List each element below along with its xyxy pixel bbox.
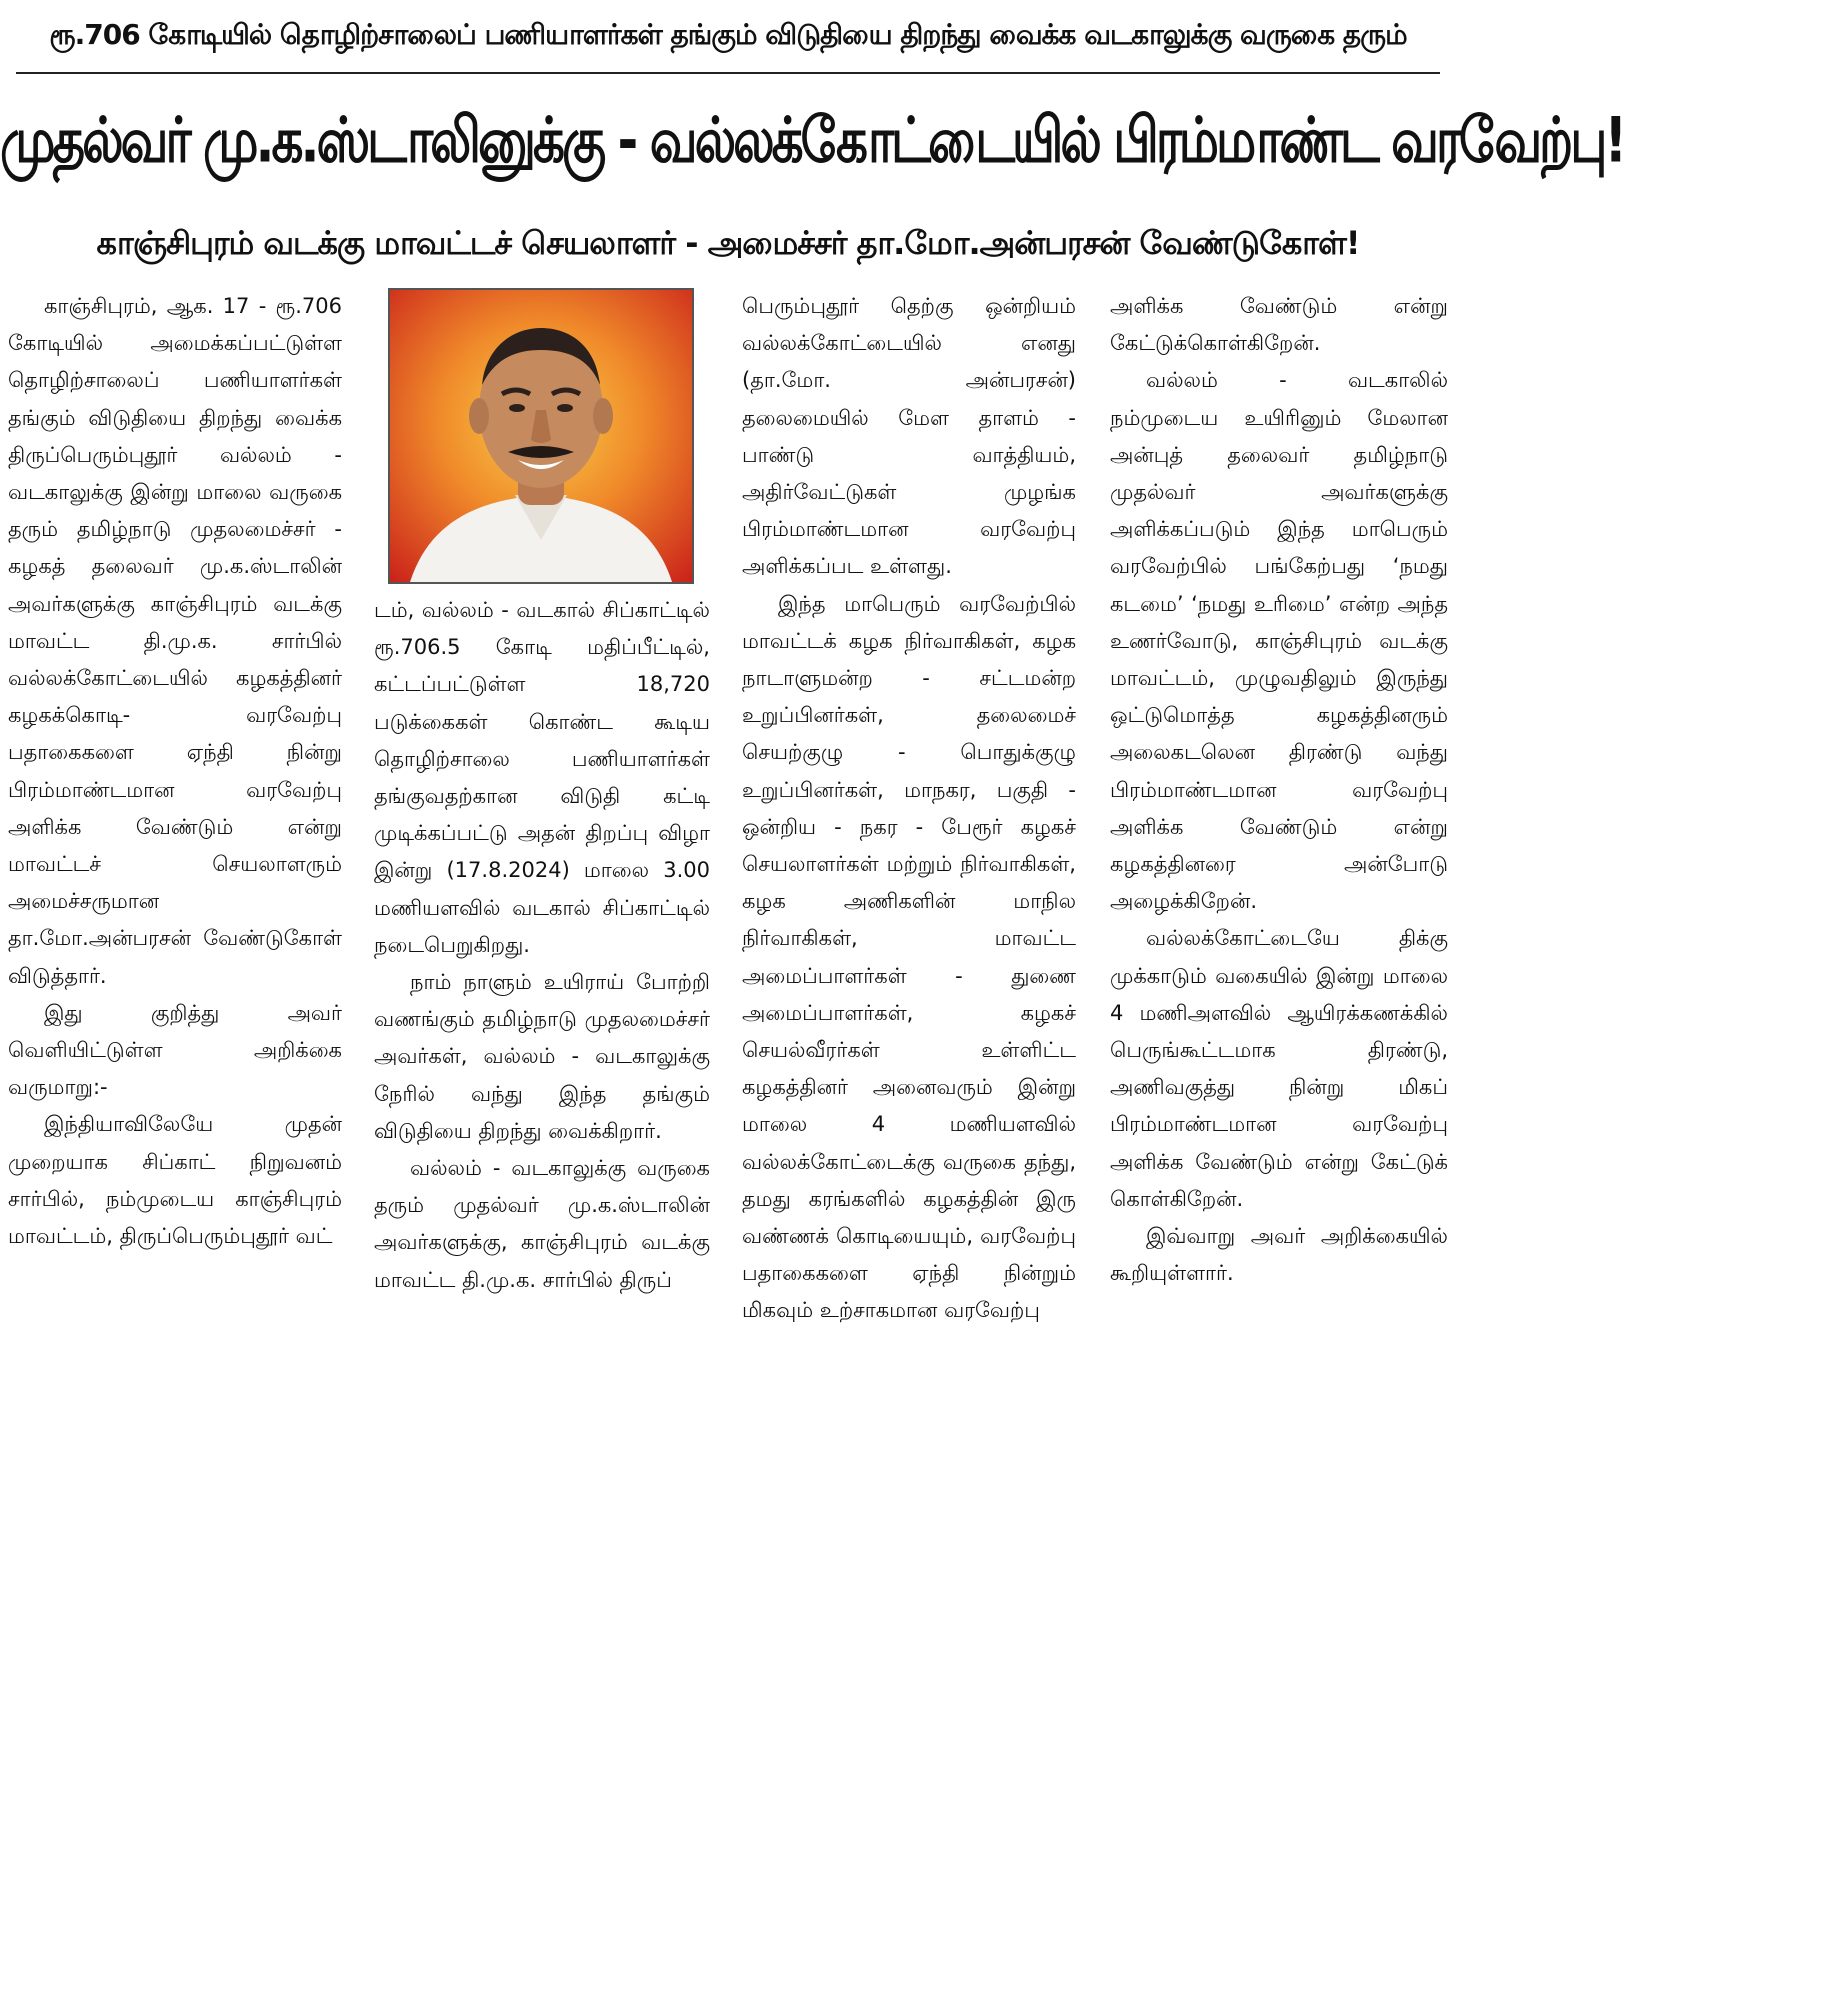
paragraph: வல்லம் - வடகாலில் நம்முடைய உயிரினும் மேலான அன்புத் தலைவர் தமிழ்நாடு முதல்வர் அவர்களுக்கு அளிக்கப்படும் இந்த மாபெரும் வரவேற்பில் பங்கேற்பது ‘நமது கடமை’ ‘நமது உரிமை’ என்ற அந்த உணர்வோடு, காஞ்சிபுரம் வடக்கு மாவட்டம், முழுவதிலும் இருந்து ஒட்டுமொத்த கழகத்தினரும் அலைகடலென திரண்டு வந்து பிரம்மாண்டமான வரவேற்பு அளிக்க வேண்டும் என்று கழகத்தினரை அன்போடு அழைக்கிறேன். — [1110, 368, 1448, 914]
paragraph: பெரும்புதூர் தெற்கு ஒன்றியம் வல்லக்கோட்டையில் எனது (தா.மோ. அன்பரசன்) தலைமையில் மேள தாளம் - பாண்டு வாத்தியம், அதிர்வேட்டுகள் முழங்க பிரம்மாண்டமான வரவேற்பு அளிக்கப்பட உள்ளது. — [742, 294, 1076, 579]
paragraph: காஞ்சிபுரம், ஆக. 17 - ரூ.706 கோடியில் அமைக்கப்பட்டுள்ள தொழிற்சாலைப் பணியாளர்கள் தங்கும் விடுதியை திறந்து வைக்க திருப்பெரும்புதூர் வல்லம் - வடகாலுக்கு இன்று மாலை வருகை தரும் தமிழ்நாடு முதலமைச்சர் - கழகத் தலைவர் மு.க.ஸ்டாலின் அவர்களுக்கு காஞ்சிபுரம் வடக்கு மாவட்ட தி.மு.க. சார்பில் வல்லக்கோட்டையில் கழகத்தினர் கழகக்கொடி- வரவேற்பு பதாகைகளை ஏந்தி நின்று பிரம்மாண்டமான வரவேற்பு அளிக்க வேண்டும் என்று மாவட்டச் செயலாளரும் அமைச்சருமான தா.மோ.அன்பரசன் வேண்டுகோள் விடுத்தார். — [8, 294, 342, 988]
paragraph: இந்த மாபெரும் வரவேற்பில் மாவட்டக் கழக நிர்வாகிகள், கழக நாடாளுமன்ற - சட்டமன்ற உறுப்பினர்கள், தலைமைச் செயற்குழு - பொதுக்குழு உறுப்பினர்கள், மாநகர, பகுதி - ஒன்றிய - நகர - பேரூர் கழகச் செயலாளர்கள் மற்றும் நிர்வாகிகள், கழக அணிகளின் மாநில நிர்வாகிகள், மாவட்ட அமைப்பாளர்கள் - துணை அமைப்பாளர்கள், கழகச் செயல்வீரர்கள் உள்ளிட்ட கழகத்தினர் அனைவரும் இன்று மாலை 4 மணியளவில் வல்லக்கோட்டைக்கு வருகை தந்து, தமது கரங்களில் கழகத்தின் இரு வண்ணக் கொடியையும், வரவேற்பு பதாகைகளை ஏந்தி நின்றும் மிகவும் உற்சாகமான வரவேற்பு — [742, 591, 1076, 1323]
portrait-illustration — [390, 290, 692, 582]
paragraph: டம், வல்லம் - வடகால் சிப்காட்டில் ரூ.706.5 கோடி மதிப்பீட்டில், கட்டப்பட்டுள்ள 18,720 படுக்கைகள் கொண்ட கூடிய தொழிற்சாலை பணியாளர்கள் தங்குவதற்கான விடுதி கட்டி முடிக்கப்பட்டு அதன் திறப்பு விழா இன்று (17.8.2024) மாலை 3.00 மணியளவில் வடகால் சிப்காட்டில் நடைபெறுகிறது. — [374, 598, 710, 957]
paragraph: இது குறித்து அவர் வெளியிட்டுள்ள அறிக்கை வருமாறு:- — [8, 1000, 342, 1100]
paragraph: அளிக்க வேண்டும் என்று கேட்டுக்கொள்கிறேன். — [1110, 294, 1448, 356]
article-column-1 — [8, 288, 342, 1562]
article-column-4 — [1110, 288, 1448, 1562]
paragraph: நாம் நாளும் உயிராய் போற்றி வணங்கும் தமிழ்நாடு முதலமைச்சர் அவர்கள், வல்லம் - வடகாலுக்கு நேரில் வந்து இந்த தங்கும் விடுதியை திறந்து வைக்கிறார். — [374, 970, 710, 1143]
paragraph: இவ்வாறு அவர் அறிக்கையில் கூறியுள்ளார். — [1110, 1224, 1448, 1286]
paragraph: இந்தியாவிலேயே முதன் முறையாக சிப்காட் நிறுவனம் சார்பில், நம்முடைய காஞ்சிபுரம் மாவட்டம், திருப்பெரும்புதூர் வட் — [8, 1112, 342, 1249]
article-kicker: ரூ.706 கோடியில் தொழிற்சாலைப் பணியாளர்கள் தங்கும் விடுதியை திறந்து வைக்க வடகாலுக்கு வருகை தரும் — [49, 18, 1407, 51]
portrait-photo — [388, 288, 694, 584]
paragraph: வல்லம் - வடகாலுக்கு வருகை தரும் முதல்வர் மு.க.ஸ்டாலின் அவர்களுக்கு, காஞ்சிபுரம் வடக்கு மாவட்ட தி.மு.க. சார்பில் திருப் — [374, 1156, 710, 1292]
article-headline: முதல்வர் மு.க.ஸ்டாலினுக்கு - வல்லக்கோட்டையில் பிரம்மாண்ட வரவேற்பு! — [0, 103, 1625, 177]
paragraph: வல்லக்கோட்டையே திக்கு முக்காடும் வகையில் இன்று மாலை 4 மணிஅளவில் ஆயிரக்கணக்கில் பெருங்கூட்டமாக திரண்டு, அணிவகுத்து நின்று மிகப் பிரம்மாண்டமான வரவேற்பு அளிக்க வேண்டும் என்று கேட்டுக் கொள்கிறேன். — [1110, 926, 1448, 1211]
article-subheadline: காஞ்சிபுரம் வடக்கு மாவட்டச் செயலாளர் - அமைச்சர் தா.மோ.அன்பரசன் வேண்டுகோள்! — [96, 224, 1360, 262]
article-column-2 — [374, 592, 710, 1562]
article-column-3 — [742, 288, 1076, 1562]
